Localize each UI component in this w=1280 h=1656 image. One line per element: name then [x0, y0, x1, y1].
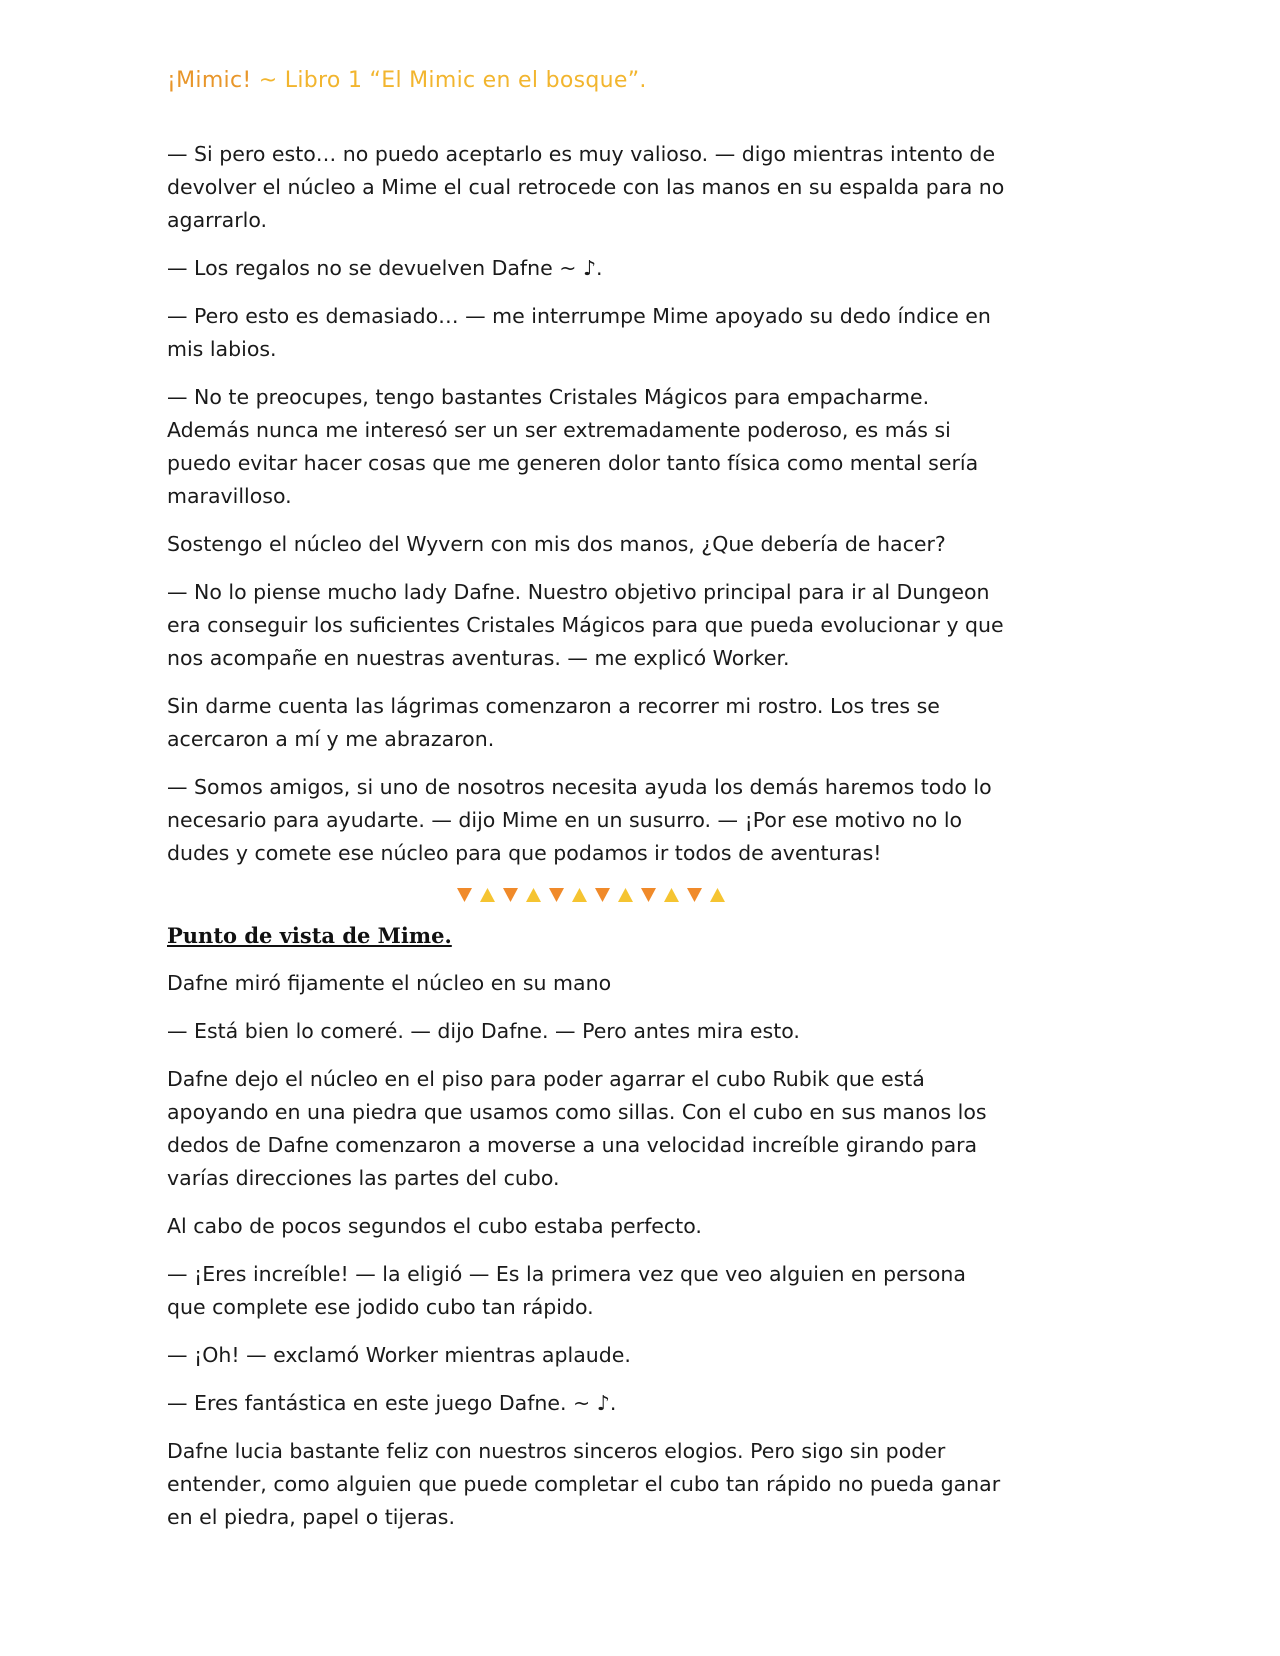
paragraph: — Está bien lo comeré. — dijo Dafne. — Pero antes mira esto. [167, 1019, 800, 1043]
paragraph: — ¡Eres increíble! — la eligió — Es la primera vez que veo alguien en persona que complete ese jodido cubo tan rápido. [167, 1262, 966, 1319]
triangle-down-icon [457, 888, 472, 902]
triangle-down-icon [503, 888, 518, 902]
triangle-up-icon [618, 888, 633, 902]
document-body [167, 138, 1007, 1549]
paragraph: — Eres fantástica en este juego Dafne. ~ ♪. [167, 1391, 617, 1415]
paragraph: — ¡Oh! — exclamó Worker mientras aplaude. [167, 1343, 631, 1367]
triangle-up-icon [526, 888, 541, 902]
page-header [167, 68, 647, 93]
header-book-title: ~ Libro 1 “El Mimic en el bosque”. [251, 68, 647, 93]
paragraph: — Los regalos no se devuelven Dafne ~ ♪. [167, 256, 603, 280]
triangle-divider [167, 885, 1007, 905]
paragraph: Dafne dejo el núcleo en el piso para poder agarrar el cubo Rubik que está apoyando en una piedra que usamos como sillas. Con el cubo en sus manos los dedos de Dafne comenzaron a moverse a una velocidad increíble girando para varías direcciones las partes del cubo. [167, 1067, 987, 1190]
paragraph: — Si pero esto… no puedo aceptarlo es muy valioso. — digo mientras intento de devolver el núcleo a Mime el cual retrocede con las manos en su espalda para no agarrarlo. [167, 142, 1005, 232]
paragraph: — Somos amigos, si uno de nosotros necesita ayuda los demás haremos todo lo necesario para ayudarte. — dijo Mime en un susurro. — ¡Por ese motivo no lo dudes y comete ese núcleo para que podamos ir todos de aventuras! [167, 775, 992, 865]
triangle-up-icon [664, 888, 679, 902]
triangle-down-icon [595, 888, 610, 902]
triangle-down-icon [549, 888, 564, 902]
triangle-down-icon [687, 888, 702, 902]
triangle-up-icon [480, 888, 495, 902]
triangle-down-icon [641, 888, 656, 902]
paragraph: — No te preocupes, tengo bastantes Cristales Mágicos para empacharme. Además nunca me interesó ser un ser extremadamente poderoso, es más si puedo evitar hacer cosas que me generen dolor tanto física como mental sería maravilloso. [167, 385, 979, 508]
paragraph: Sostengo el núcleo del Wyvern con mis dos manos, ¿Que debería de hacer? [167, 532, 946, 556]
paragraph: Sin darme cuenta las lágrimas comenzaron a recorrer mi rostro. Los tres se acercaron a mí y me abrazaron. [167, 694, 940, 751]
paragraph: Dafne miró fijamente el núcleo en su mano [167, 971, 612, 995]
paragraph: — No lo piense mucho lady Dafne. Nuestro objetivo principal para ir al Dungeon era conseguir los suficientes Cristales Mágicos para que pueda evolucionar y que nos acompañe en nuestras aventuras. — me explicó Worker. [167, 580, 1004, 670]
paragraph: Al cabo de pocos segundos el cubo estaba perfecto. [167, 1214, 702, 1238]
triangle-up-icon [710, 888, 725, 902]
section-title: Punto de vista de Mime. [167, 923, 452, 948]
paragraph: — Pero esto es demasiado… — me interrumpe Mime apoyado su dedo índice en mis labios. [167, 304, 991, 361]
paragraph: Dafne lucia bastante feliz con nuestros sinceros elogios. Pero sigo sin poder entender, como alguien que puede completar el cubo tan rápido no pueda ganar en el piedra, papel o tijeras. [167, 1439, 1001, 1529]
triangle-divider-icon [451, 885, 731, 905]
triangle-up-icon [572, 888, 587, 902]
header-series-title: ¡Mimic! [167, 68, 252, 93]
